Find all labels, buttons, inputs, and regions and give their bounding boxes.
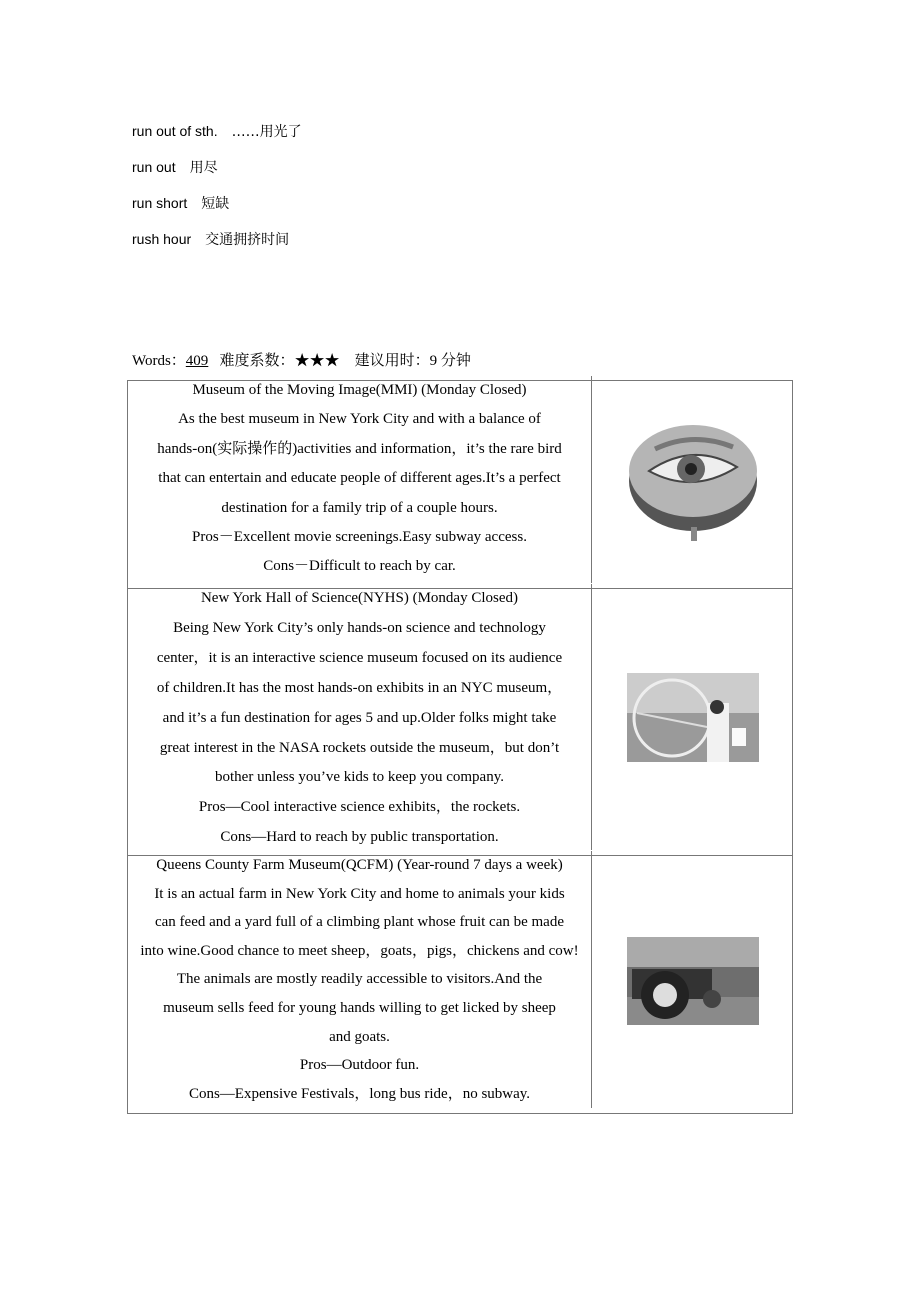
museum-table [127,380,793,1114]
vocab-term: run out of sth. [132,123,218,139]
museum-image-cell [592,381,792,588]
museum-description [128,376,592,583]
description-line: bother unless you’ve kids to keep you company. [215,769,504,786]
museum-description [128,584,592,850]
description-line: Cons－Difficult to reach by car. [263,558,456,575]
words-label: Words： [132,353,186,369]
description-line: Cons—Expensive Festivals，long bus ride，no subway. [188,1085,531,1102]
description-line: museum sells feed for young hands willing to get licked by sheep [163,999,556,1016]
museum-description [128,851,592,1108]
description-line: and it’s a fun destination for ages 5 and up.Older folks might take [162,709,557,726]
table-row [128,381,792,588]
description-line: Cons—Hard to reach by public transportation. [220,829,499,846]
reading-meta [132,349,471,370]
science-hall-photo [627,673,759,762]
vocab-meaning: 交通拥挤时间 [205,232,290,248]
word-count: 409 [185,353,209,369]
table-row [128,588,792,855]
description-line: New York Hall of Science(NYHS) (Monday Closed) [200,590,519,606]
description-line: As the best museum in New York City and with a balance of [178,411,541,428]
difficulty-stars: ★★★ [294,353,340,369]
vocab-item [132,229,289,249]
museum-image-cell [592,856,792,1113]
vocab-meaning: 短缺 [201,196,230,212]
description-line: Pros—Outdoor fun. [299,1057,420,1074]
description-line: into wine.Good chance to meet sheep，goats，pigs，chickens and cow! [140,942,579,959]
table-row [128,855,792,1113]
description-line: The animals are mostly readily accessible to visitors.And the [176,971,543,988]
description-line: of children.It has the most hands-on exhibits in an NYC museum， [156,679,563,696]
suggested-time: 建议用时：9 分钟 [354,353,471,369]
description-line: Museum of the Moving Image(MMI) (Monday Closed) [192,382,527,398]
museum-image-cell [592,589,792,855]
vocab-meaning: 用尽 [189,160,218,176]
vocab-item [132,193,229,213]
vocab-item [132,157,218,177]
description-line: can feed and a yard full of a climbing plant whose fruit can be made [154,914,564,931]
vocab-term: run short [132,195,188,211]
description-line: that can entertain and educate people of different ages.It’s a perfect [158,470,561,487]
eye-sculpture-image [627,419,759,544]
description-line: Pros—Cool interactive science exhibits，the rockets. [198,799,521,816]
vocab-term: run out [132,159,176,175]
description-line: Being New York City’s only hands-on science and technology [173,619,546,636]
difficulty-label: 难度系数： [219,353,295,369]
description-line: Queens County Farm Museum(QCFM) (Year-round 7 days a week) [156,857,563,873]
description-line: destination for a family trip of a couple hours. [221,499,498,516]
description-line: hands-on(实际操作的)activities and information，it’s the rare bird [157,440,562,457]
vocab-term: rush hour [132,231,192,247]
farm-tractor-photo [627,937,759,1025]
description-line: It is an actual farm in New York City and home to animals your kids [154,885,565,902]
description-line: center，it is an interactive science museum focused on its audience [156,649,563,666]
vocab-item [132,121,302,141]
description-line: Pros－Excellent movie screenings.Easy subway access. [192,529,527,546]
description-line: and goats. [329,1028,390,1045]
description-line: great interest in the NASA rockets outside the museum，but don’t [159,739,560,756]
vocab-meaning: ……用光了 [231,124,302,140]
